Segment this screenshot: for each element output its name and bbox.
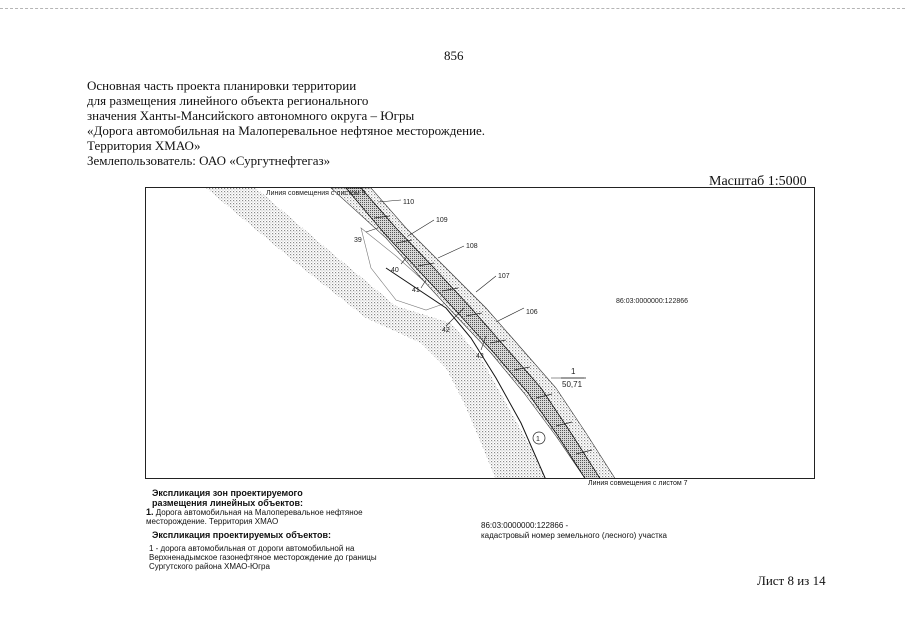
- map-drawing: [146, 188, 815, 479]
- point-label: 109: [436, 217, 448, 224]
- point-label: 41: [412, 287, 420, 294]
- object-label-numerator: 1: [571, 367, 576, 376]
- header-line: «Дорога автомобильная на Малоперевальное нефтяное месторождение.: [87, 123, 486, 138]
- matchline-bottom-label: Линия совмещения с листом 7: [588, 480, 688, 487]
- map-frame: [145, 187, 815, 479]
- map-scale: Масштаб 1:5000: [709, 174, 807, 189]
- cadastral-description: [481, 521, 667, 541]
- cadastral-number-label: 86:03:0000000:122866: [616, 298, 689, 305]
- legend-zone-item: [146, 508, 386, 526]
- point-label: 43: [476, 353, 484, 360]
- header-line: для размещения линейного объекта регионального: [87, 93, 369, 108]
- legend-zone-item-number: 1.: [146, 507, 154, 517]
- header-line: значения Ханты-Мансийского автономного округа – Югры: [87, 108, 415, 123]
- scan-top-edge: [0, 8, 905, 13]
- point-label: 39: [354, 237, 362, 244]
- header-line: Основная часть проекта планировки территории: [87, 78, 357, 93]
- point-label: 107: [498, 273, 510, 280]
- point-label: 110: [403, 199, 415, 206]
- header-line: Землепользователь: ОАО «Сургутнефтегаз»: [87, 153, 331, 168]
- point-label: 106: [526, 309, 538, 316]
- legend-object-item: 1 - дорога автомобильная от дороги автомобильной на Верхненадымское газонефтяное месторождение до границы Сургутского района ХМАО-Югра: [149, 544, 377, 571]
- cadastral-description-line: 86:03:0000000:122866 -: [481, 521, 569, 530]
- object-label-denominator: 50,71: [562, 380, 583, 389]
- sheet-number: Лист 8 из 14: [757, 573, 826, 588]
- cadastral-description-line: кадастровый номер земельного (лесного) участка: [481, 531, 667, 540]
- document-header: [87, 78, 607, 168]
- legend-zones-title: Экспликация зон проектируемого размещения линейных объектов:: [152, 488, 304, 508]
- point-label: 108: [466, 243, 478, 250]
- point-label: 42: [442, 327, 450, 334]
- header-line: Территория ХМАО»: [87, 138, 201, 153]
- object-circle-label: 1: [536, 436, 540, 443]
- legend-objects-title: Экспликация проектируемых объектов:: [152, 530, 332, 540]
- planned-road-zone: [331, 188, 616, 479]
- page-number: 856: [444, 48, 464, 63]
- point-label: 40: [391, 267, 399, 274]
- matchline-top-label: Линия совмещения с листом 9: [266, 190, 366, 197]
- legend-zone-item-text: Дорога автомобильная на Малоперевальное нефтяное месторождение. Территория ХМАО: [146, 508, 363, 526]
